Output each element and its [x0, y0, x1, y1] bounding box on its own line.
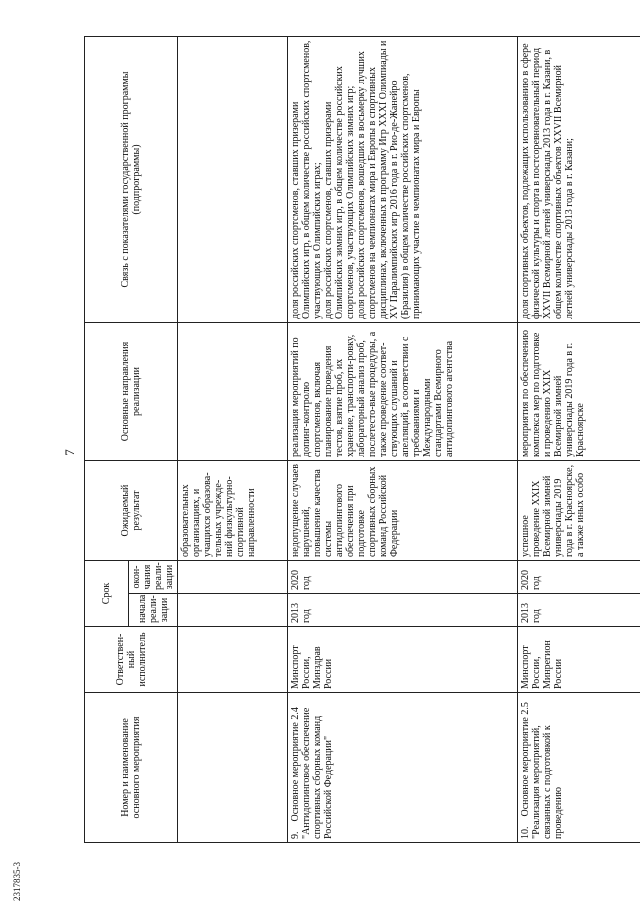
- row-directions: реализация мероприятий по допинг-контролю спортсменов, включая планирование проведения тестов, взятие проб, их хранение, транспорти-ровку, лабораторный анализ проб, послетесто-вые процедуры, а также проведение соответ-ствующих слушаний и апелляций, в соответствии с требованиями и Международными стандартами Всемирного антидопингового агентства: [288, 323, 518, 461]
- header-term-end: окон-чания реали-зации: [129, 561, 178, 594]
- row-end: 2020 год: [518, 561, 640, 594]
- row-result: успешное проведение XXIX Всемирной зимней универсиады 2019 года в г. Красноярске, а также иных особо: [518, 461, 640, 561]
- measures-table: [84, 36, 640, 843]
- table-row: [288, 37, 518, 843]
- row-result: недопущение случаев нарушений, повышение качества системы антидопингового обеспечения при подготовке спортивных сборных команд Российской Федерации: [288, 461, 518, 561]
- header-num-name: Номер и наименование основного мероприятия: [85, 693, 178, 843]
- header-result: Ожидаемый результат: [85, 461, 178, 561]
- cont-result: образовательных организациях, и учащихся образова-тельных учрежде-ний физкультурно-спортивной направленности: [178, 461, 288, 561]
- header-executor: Ответствен-ный исполнитель: [85, 627, 178, 693]
- row-executor: Минспорт России, Минздрав России: [288, 627, 518, 693]
- row-title: Основное мероприятие 2.5 "Реализация мероприятий, связанных с подготовкой к проведению: [520, 702, 564, 839]
- row-directions: мероприятия по обеспечению комплекса мер по подготовке и проведению XXIX Всемирной зимней универсиады 2019 года в г. Красноярске: [518, 323, 640, 461]
- document-code: 2317835-3: [12, 862, 22, 901]
- table-row: [178, 37, 288, 843]
- row-name: [288, 693, 518, 843]
- table-row: [518, 37, 640, 843]
- row-number: 9.: [290, 831, 301, 839]
- row-title: Основное мероприятие 2.4 "Антидопинговое обеспечение спортивных сборных команд Российской Федерации": [290, 707, 334, 839]
- row-end: 2020 год: [288, 561, 518, 594]
- header-link: Связь с показателями государственной программы (подпрограммы): [85, 37, 178, 323]
- row-link: доля российских спортсменов, ставших призерами Олимпийских игр, в общем количестве российских спортсменов, участвующих в Олимпийских играх; доля российских спортсменов, ставших призерами Олимпийских зимних игр, в общем количестве российских спортсменов, участвующих Олимпийских зимних игр; доля российских спортсменов, вошедших в восьмерку лучших спортсменов на чемпионатах мира и Европы в спортивных дисциплинах, включенных в программу Игр XXXI Олимпиады и XV Паралимпийских игр 2016 года в г. Рио-де-Жанейро (Бразилия) в общем количестве российских спортсменов, принимающих участие в чемпионатах мира и Европы: [288, 37, 518, 323]
- header-directions: Основные направления реализации: [85, 323, 178, 461]
- row-start: 2013 год: [288, 594, 518, 627]
- row-start: 2013 год: [518, 594, 640, 627]
- row-name: [518, 693, 640, 843]
- row-executor: Минспорт России, Минрегион России: [518, 627, 640, 693]
- page-number: 7: [62, 449, 77, 456]
- row-number: 10.: [520, 826, 531, 839]
- header-term: Срок: [85, 561, 129, 627]
- row-link: доля спортивных объектов, подлежащих использованию в сфере физической культуры и спорта в постсоревновательный период XXVII Всемирной летней универсиады 2013 года в г. Казани, в общем количестве спортивных объектов XXVII Всемирной летней универсиады 2013 года в г. Казани;: [518, 37, 640, 323]
- header-term-start: начала реали-зации: [129, 594, 178, 627]
